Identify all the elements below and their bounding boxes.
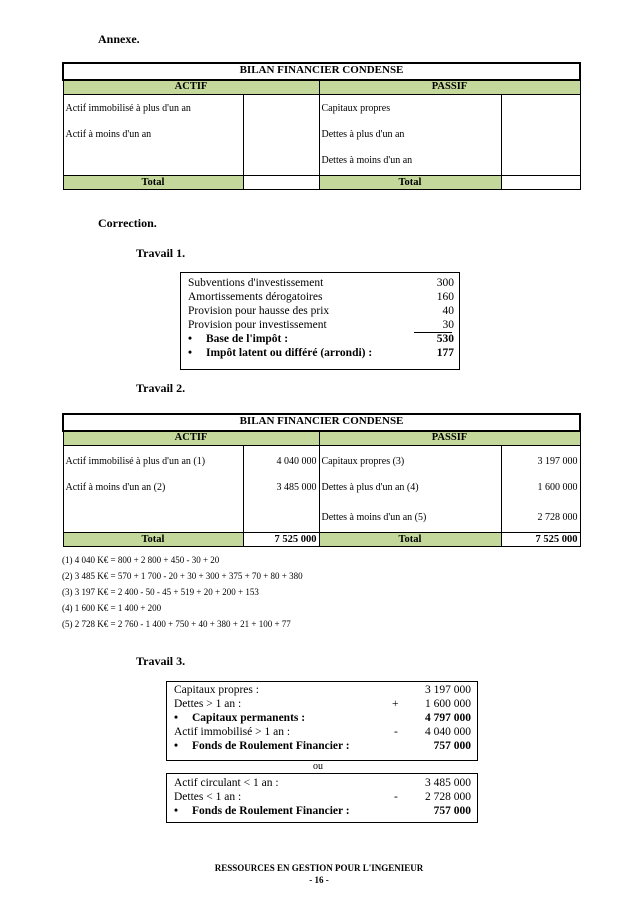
travail1-box — [180, 272, 460, 370]
passif-row-label: Dettes à plus d'un an (4) — [319, 478, 501, 512]
travail3-heading: Travail 3. — [136, 654, 186, 668]
total-actif-value: 7 525 000 — [243, 533, 319, 547]
page-number: - 16 - — [309, 875, 329, 885]
note-line: (2) 3 485 K€ = 570 + 1 700 - 20 + 30 + 300 + 375 + 70 + 80 + 380 — [62, 571, 303, 581]
list-item: Amortissements dérogatoires 160 — [188, 291, 454, 303]
annexe-bilan-table — [62, 62, 581, 190]
travail2-heading: Travail 2. — [136, 381, 186, 395]
list-item: • Capitaux permanents : 4 797 000 — [174, 712, 471, 724]
impot-latent-row: • Impôt latent ou différé (arrondi) : 177 — [188, 347, 454, 359]
bilan-title: BILAN FINANCIER CONDENSE — [63, 414, 580, 431]
actif-row-label: Actif immobilisé à plus d'un an (1) — [63, 446, 243, 479]
note-line: (4) 1 600 K€ = 1 400 + 200 — [62, 603, 162, 613]
total-actif-label: Total — [63, 176, 243, 190]
passif-row-value: 2 728 000 — [501, 512, 580, 533]
passif-header: PASSIF — [319, 431, 580, 446]
passif-row-value: 1 600 000 — [501, 478, 580, 512]
bilan-title: BILAN FINANCIER CONDENSE — [63, 63, 580, 80]
list-item: Provision pour hausse des prix 40 — [188, 305, 454, 317]
note-line: (5) 2 728 K€ = 2 760 - 1 400 + 750 + 40 + 380 + 21 + 100 + 77 — [62, 619, 291, 629]
actif-header: ACTIF — [63, 431, 319, 446]
footer-title: RESSOURCES EN GESTION POUR L'INGENIEUR — [214, 863, 424, 873]
passif-row: Dettes à plus d'un an — [319, 125, 501, 155]
list-item: Subventions d'investissement 300 — [188, 277, 454, 289]
travail2-bilan-table — [62, 413, 581, 547]
passif-row-label: Dettes à moins d'un an (5) — [319, 512, 501, 533]
total-actif-label: Total — [63, 533, 243, 547]
travail3-box-capitaux — [166, 681, 478, 761]
list-item: Actif immobilisé > 1 an : - 4 040 000 — [174, 726, 471, 738]
annexe-heading: Annexe. — [98, 32, 140, 46]
actif-row-value: 3 485 000 — [243, 478, 319, 512]
ou-separator: ou — [313, 761, 323, 772]
correction-heading: Correction. — [98, 216, 157, 230]
passif-row-value: 3 197 000 — [501, 446, 580, 479]
passif-row-label: Capitaux propres (3) — [319, 446, 501, 479]
list-item: Actif circulant < 1 an : 3 485 000 — [174, 777, 471, 789]
passif-row: Dettes à moins d'un an — [319, 155, 501, 176]
actif-header: ACTIF — [63, 80, 319, 95]
actif-row-value: 4 040 000 — [243, 446, 319, 479]
page-footer — [0, 862, 638, 886]
travail3-box-circulant — [166, 773, 478, 823]
total-passif-value: 7 525 000 — [501, 533, 580, 547]
actif-row: Actif immobilisé à plus d'un an — [63, 95, 243, 126]
list-item: Capitaux propres : 3 197 000 — [174, 684, 471, 696]
list-item: • Fonds de Roulement Financier : 757 000 — [174, 740, 471, 752]
list-item: Dettes < 1 an : - 2 728 000 — [174, 791, 471, 803]
actif-row: Actif à moins d'un an — [63, 125, 243, 155]
note-line: (1) 4 040 K€ = 800 + 2 800 + 450 - 30 + 20 — [62, 555, 220, 565]
note-line: (3) 3 197 K€ = 2 400 - 50 - 45 + 519 + 20 + 200 + 153 — [62, 587, 259, 597]
list-item: Dettes > 1 an : + 1 600 000 — [174, 698, 471, 710]
passif-header: PASSIF — [319, 80, 580, 95]
base-impot-row: • Base de l'impôt : 530 — [188, 333, 454, 345]
list-item: • Fonds de Roulement Financier : 757 000 — [174, 805, 471, 817]
calculation-notes — [62, 552, 303, 632]
total-passif-label: Total — [319, 533, 501, 547]
actif-row-label: Actif à moins d'un an (2) — [63, 478, 243, 512]
total-passif-label: Total — [319, 176, 501, 190]
passif-row: Capitaux propres — [319, 95, 501, 126]
list-item: Provision pour investissement 30 — [188, 319, 454, 331]
travail1-heading: Travail 1. — [136, 246, 186, 260]
